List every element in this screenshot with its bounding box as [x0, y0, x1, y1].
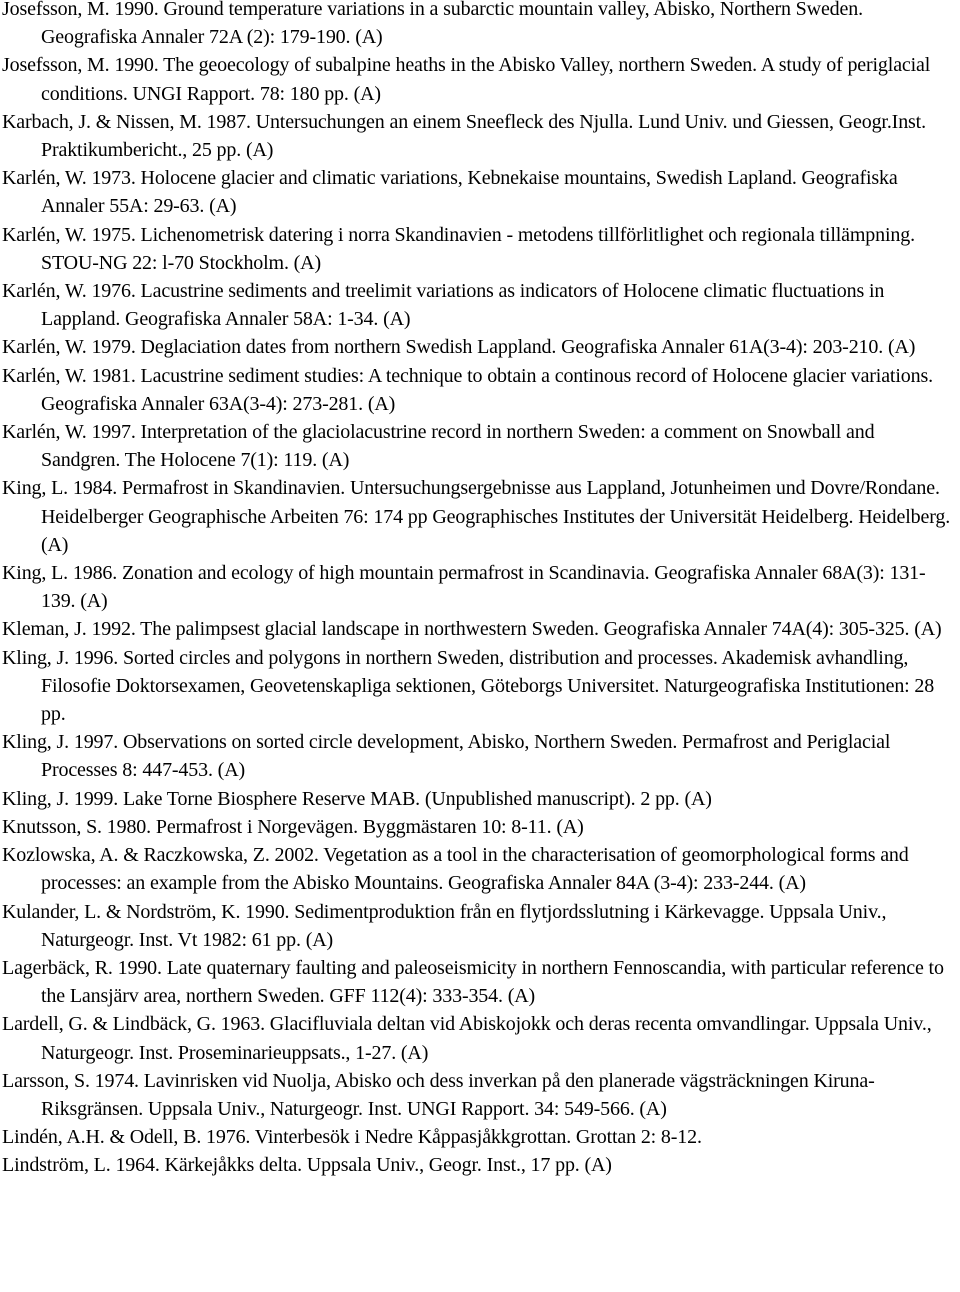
reference-entry: Karlén, W. 1979. Deglaciation dates from northern Swedish Lappland. Geografiska Annaler 61A(3-4): 203-210. (A): [2, 336, 916, 359]
reference-entry: Karbach, J. & Nissen, M. 1987. Untersuchungen an einem Sneefleck des Njulla. Lund Univ. und Giessen, Geogr.Inst. Praktikumbericht., 25 pp. (A): [2, 110, 926, 162]
reference-entry: Karlén, W. 1981. Lacustrine sediment studies: A technique to obtain a continous record of Holocene glacier variations. Geografiska Annaler 63A(3-4): 273-281. (A): [2, 364, 933, 415]
reference-entry: Lardell, G. & Lindbäck, G. 1963. Glacifluviala deltan vid Abiskojokk och deras recenta omvandlingar. Uppsala Univ., Naturgeogr. Inst. Proseminarieuppsats., 1-27. (A): [2, 1013, 932, 1064]
reference-entry: Kling, J. 1999. Lake Torne Biosphere Reserve MAB. (Unpublished manuscript). 2 pp. (A): [2, 787, 712, 810]
reference-entry: Kling, J. 1996. Sorted circles and polygons in northern Sweden, distribution and processes. Akademisk avhandling, Filosofie Doktorsexamen, Geovetenskapliga sektionen, Göteborgs Universitet. Naturgeografiska Institutionen: 28 pp.: [2, 646, 935, 726]
reference-entry: Kleman, J. 1992. The palimpsest glacial landscape in northwestern Sweden. Geografiska Annaler 74A(4): 305-325. (A): [2, 618, 942, 641]
reference-list: [2, 0, 956, 1180]
reference-entry: Josefsson, M. 1990. The geoecology of subalpine heaths in the Abisko Valley, northern Sweden. A study of periglacial conditions. UNGI Rapport. 78: 180 pp. (A): [2, 54, 931, 105]
reference-entry: Josefsson, M. 1990. Ground temperature variations in a subarctic mountain valley, Abisko, Northern Sweden. Geografiska Annaler 72A (2): 179-190. (A): [2, 0, 863, 49]
reference-entry: Karlén, W. 1976. Lacustrine sediments and treelimit variations as indicators of Holocene climatic fluctuations in Lappland. Geografiska Annaler 58A: 1-34. (A): [2, 280, 885, 331]
reference-entry: Lindström, L. 1964. Kärkejåkks delta. Uppsala Univ., Geogr. Inst., 17 pp. (A): [2, 1154, 612, 1177]
reference-entry: King, L. 1986. Zonation and ecology of high mountain permafrost in Scandinavia. Geografiska Annaler 68A(3): 131-139. (A): [2, 562, 926, 613]
reference-entry: Knutsson, S. 1980. Permafrost i Norgevägen. Byggmästaren 10: 8-11. (A): [2, 815, 584, 838]
reference-entry: Kulander, L. & Nordström, K. 1990. Sedimentproduktion från en flytjordsslutning i Kärkevagge. Uppsala Univ., Naturgeogr. Inst. Vt 1982: 61 pp. (A): [2, 900, 887, 951]
reference-entry: Kozlowska, A. & Raczkowska, Z. 2002. Vegetation as a tool in the characterisation of geomorphological forms and processes: an example from the Abisko Mountains. Geografiska Annaler 84A (3-4): 233-244. (A): [2, 844, 909, 895]
reference-entry: Karlén, W. 1997. Interpretation of the glaciolacustrine record in northern Sweden: a comment on Snowball and Sandgren. The Holocene 7(1): 119. (A): [2, 421, 875, 472]
reference-entry: Larsson, S. 1974. Lavinrisken vid Nuolja, Abisko och dess inverkan på den planerade vägsträckningen Kiruna-Riksgränsen. Uppsala Univ., Naturgeogr. Inst. UNGI Rapport. 34: 549-566. (A): [2, 1069, 875, 1120]
reference-entry: Lindén, A.H. & Odell, B. 1976. Vinterbesök i Nedre Kåppasjåkkgrottan. Grottan 2: 8-12.: [2, 1126, 702, 1149]
reference-entry: Lagerbäck, R. 1990. Late quaternary faulting and paleoseismicity in northern Fennoscandia, with particular reference to the Lansjärv area, northern Sweden. GFF 112(4): 333-354. (A): [2, 956, 944, 1008]
reference-entry: Karlén, W. 1975. Lichenometrisk datering i norra Skandinavien - metodens tillförlitlighet och regionala tillämpning. STOU-NG 22: l-70 Stockholm. (A): [2, 223, 915, 274]
reference-entry: Kling, J. 1997. Observations on sorted circle development, Abisko, Northern Sweden. Permafrost and Periglacial Processes 8: 447-453. (A): [2, 731, 891, 782]
reference-entry: Karlén, W. 1973. Holocene glacier and climatic variations, Kebnekaise mountains, Swedish Lapland. Geografiska Annaler 55A: 29-63. (A): [2, 167, 898, 218]
reference-entry: King, L. 1984. Permafrost in Skandinavien. Untersuchungsergebnisse aus Lappland, Jotunheimen und Dovre/Rondane. Heidelberger Geographische Arbeiten 76: 174 pp Geographisches Institutes der Universität Heidelberg. Heidelberg. (A): [2, 477, 951, 556]
